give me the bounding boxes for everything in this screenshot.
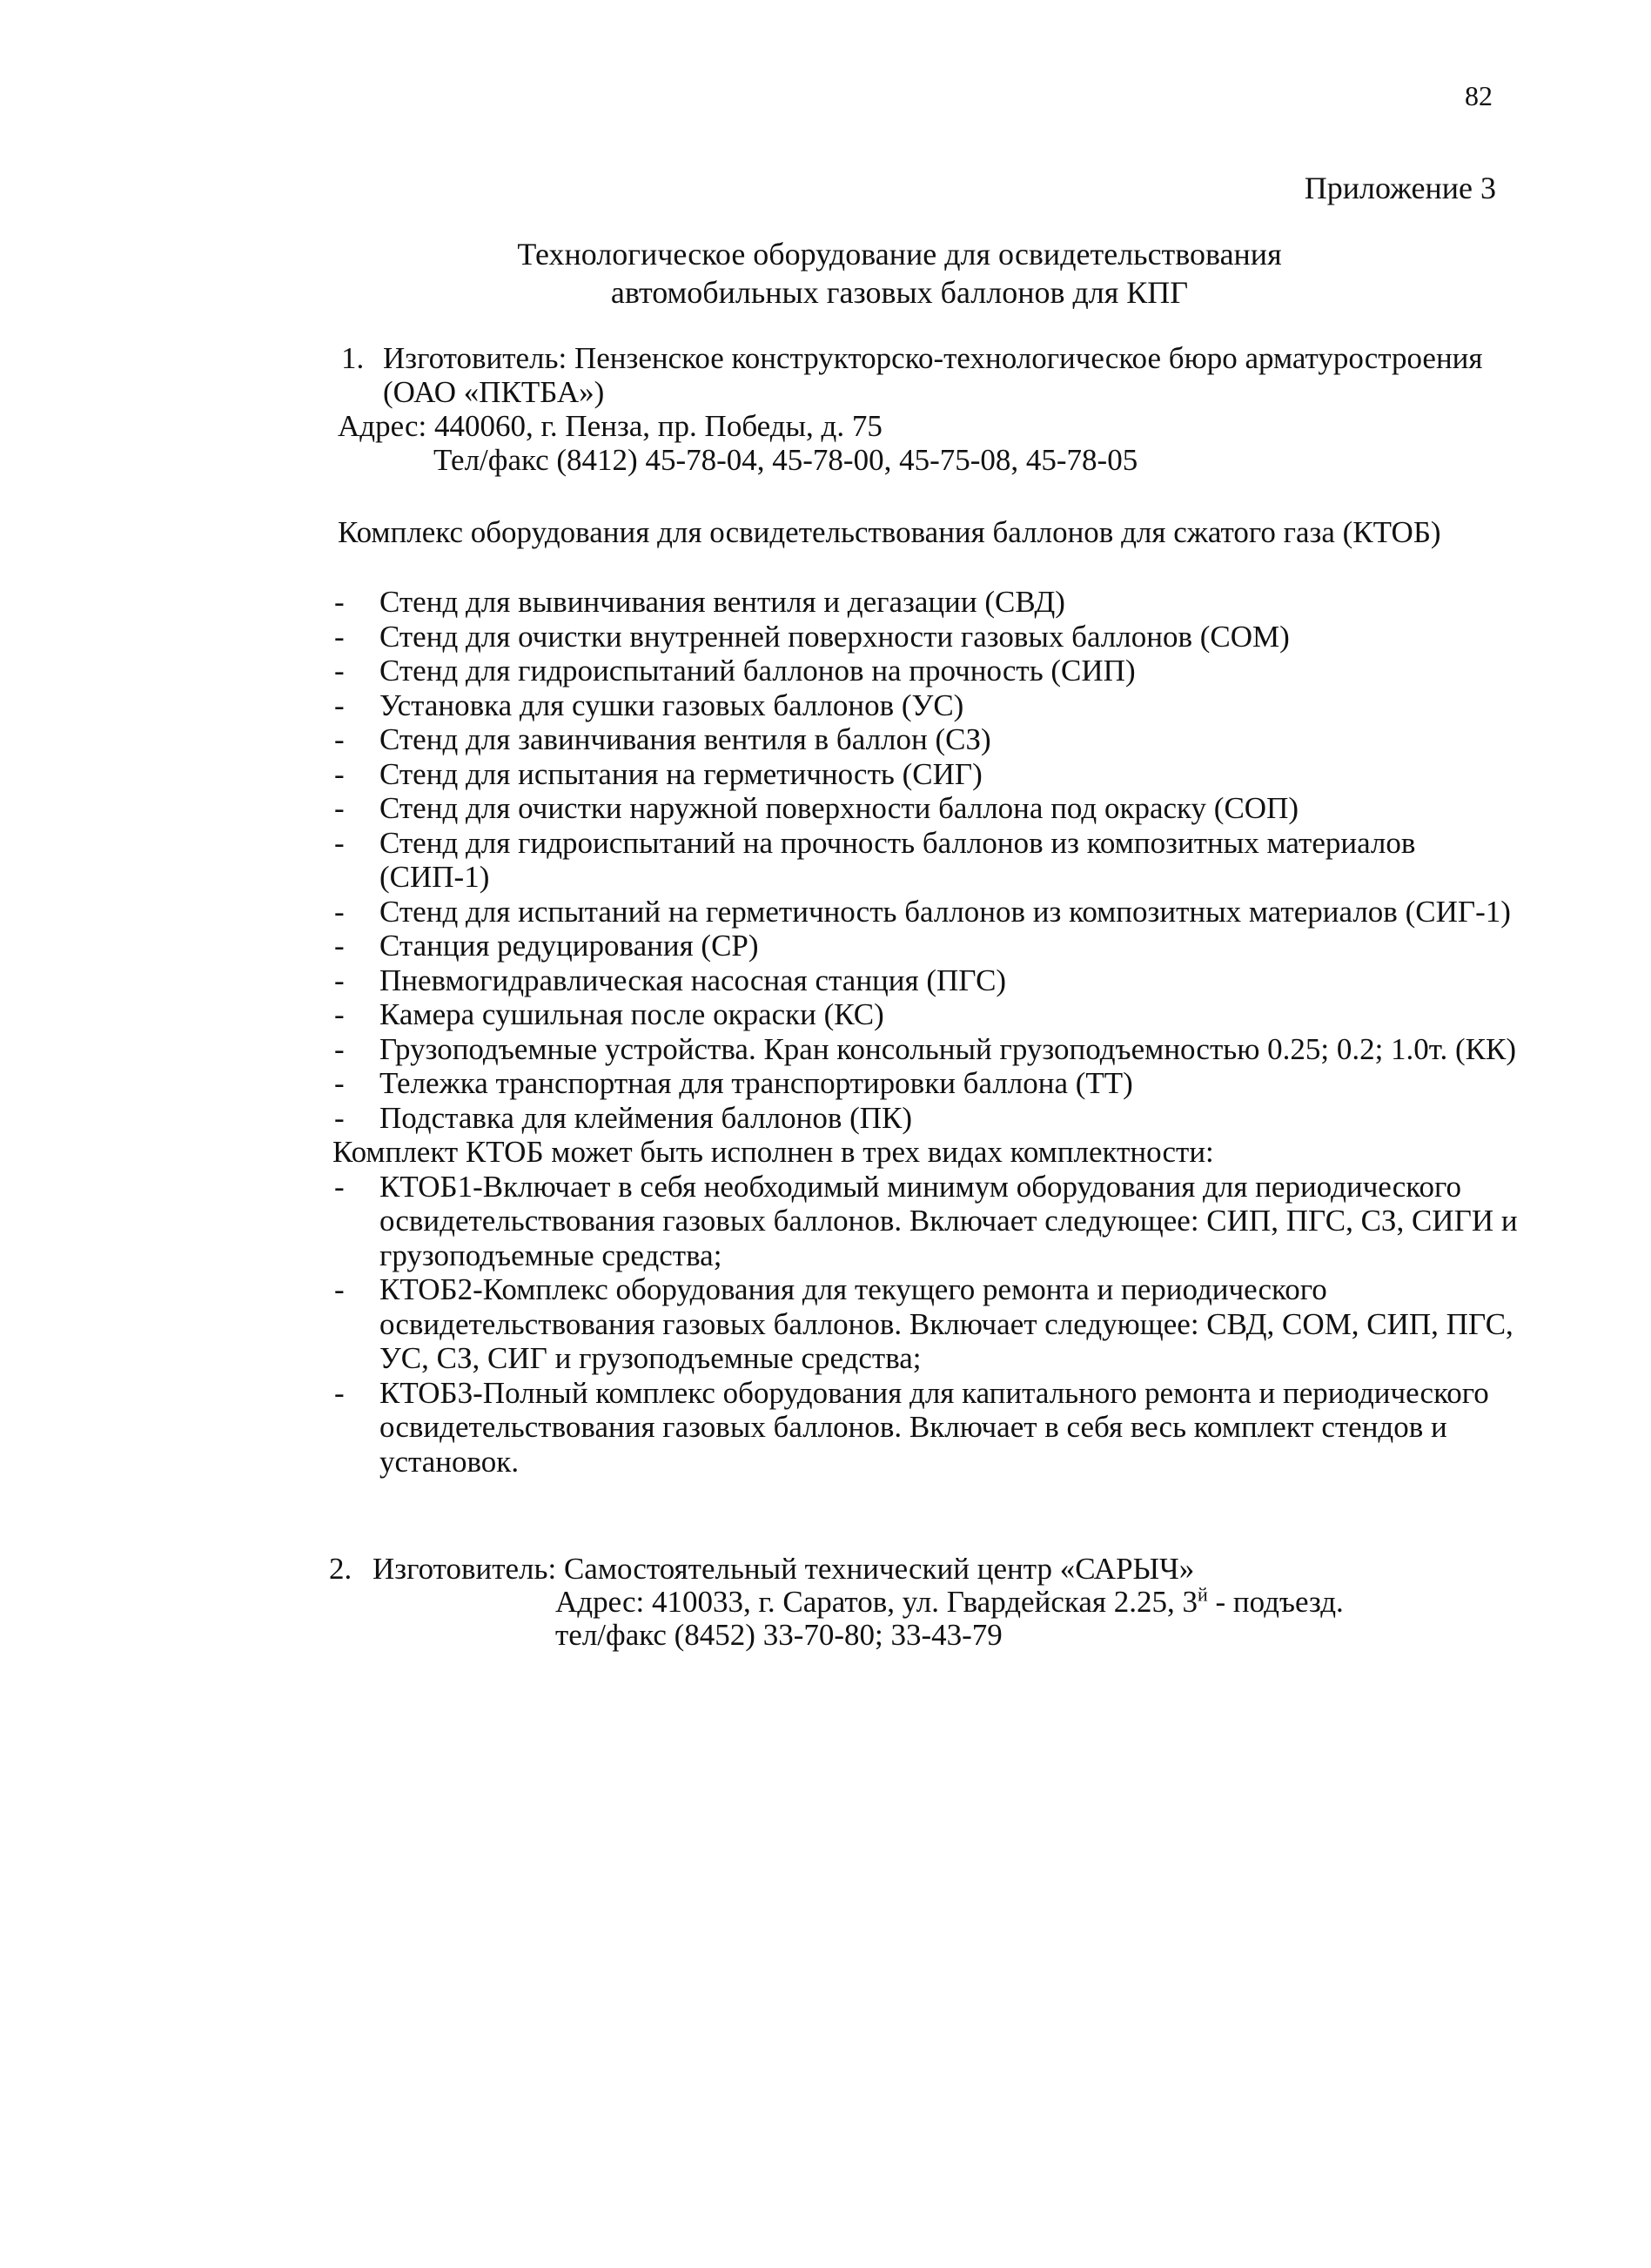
list-item: - Стенд для вывинчивания вентиля и дегазации (СВД)	[334, 585, 1518, 620]
list-item: - Стенд для гидроиспытаний на прочность баллонов из композитных материалов (СИП-1)	[334, 826, 1518, 895]
manufacturer-2-section	[329, 1553, 1547, 1652]
page-number: 82	[1465, 80, 1493, 111]
list-item: - Камера сушильная после окраски (КС)	[334, 997, 1518, 1032]
manufacturer-2-heading	[329, 1553, 1547, 1586]
equipment-list	[334, 585, 1518, 1479]
manufacturer-1-phone: Тел/факс (8412) 45-78-04, 45-78-00, 45-75-08, 45-78-05	[433, 443, 1138, 477]
list-item: - Установка для сушки газовых баллонов (УС)	[334, 688, 1518, 723]
manufacturer-2-address	[329, 1583, 1547, 1619]
list-item: - Стенд для гидроиспытаний баллонов на прочность (СИП)	[334, 654, 1518, 688]
list-item: - Грузоподъемные устройства. Кран консольный грузоподъемностью 0.25; 0.2; 1.0т. (КК)	[334, 1032, 1518, 1067]
list-item: - Тележка транспортная для транспортировки баллона (ТТ)	[334, 1066, 1518, 1101]
title-line-1: Технологическое оборудование для освидетельствования	[517, 237, 1282, 272]
list-item: - Пневмогидравлическая насосная станция (ПГС)	[334, 963, 1518, 998]
section-number: 1.	[341, 341, 365, 375]
list-item: - Стенд для испытания на герметичность (СИГ)	[334, 757, 1518, 792]
list-item: - Стенд для завинчивания вентиля в баллон (СЗ)	[334, 722, 1518, 757]
title-line-2: автомобильных газовых баллонов для КПГ	[610, 275, 1189, 310]
manufacturer-1-name: Изготовитель: Пензенское конструкторско-технологическое бюро арматуростроения	[383, 341, 1483, 375]
list-item: - Стенд для очистки внутренней поверхности газовых баллонов (СОМ)	[334, 620, 1518, 654]
kit-intro: Комплект КТОБ может быть исполнен в трех видах комплектности:	[332, 1135, 1214, 1169]
list-item: - Подставка для клеймения баллонов (ПК)	[334, 1101, 1518, 1136]
kit-item: - КТОБ2-Комплекс оборудования для текущего ремонта и периодического освидетельствования газовых баллонов. Включает следующее: СВД, СОМ, СИП, ПГС, УС, СЗ, СИГ и грузоподъемные средства;	[334, 1272, 1518, 1376]
manufacturer-1-section	[338, 341, 1504, 477]
kit-item: - КТОБ3-Полный комплекс оборудования для капитального ремонта и периодического освидетельствования газовых баллонов. Включает в себя весь комплект стендов и установок.	[334, 1376, 1518, 1480]
document-title	[0, 235, 1651, 312]
manufacturer-1-abbr: (ОАО «ПКТБА»)	[383, 375, 605, 409]
address-tail: - подъезд.	[1207, 1585, 1344, 1619]
address-superscript: й	[1197, 1583, 1208, 1606]
manufacturer-1-heading	[338, 341, 1504, 409]
manufacturer-2-name: Изготовитель: Самостоятельный технический центр «САРЫЧ»	[372, 1552, 1195, 1586]
list-item: - Стенд для испытаний на герметичность баллонов из композитных материалов (СИГ-1)	[334, 895, 1518, 929]
section-number: 2.	[329, 1552, 352, 1586]
manufacturer-1-address: Адрес: 440060, г. Пенза, пр. Победы, д. 75	[338, 409, 883, 443]
complex-title: Комплекс оборудования для освидетельствования баллонов для сжатого газа (КТОБ)	[338, 515, 1441, 549]
appendix-label: Приложение 3	[1304, 171, 1496, 205]
list-item: - Станция редуцирования (СР)	[334, 929, 1518, 963]
address-main: Адрес: 410033, г. Саратов, ул. Гвардейская 2.25, 3	[555, 1585, 1198, 1619]
kit-item: - КТОБ1-Включает в себя необходимый минимум оборудования для периодического освидетельствования газовых баллонов. Включает следующее: СИП, ПГС, СЗ, СИГИ и грузоподъемные средства;	[334, 1170, 1518, 1273]
manufacturer-2-phone: тел/факс (8452) 33-70-80; 33-43-79	[555, 1618, 1003, 1652]
list-item: - Стенд для очистки наружной поверхности баллона под окраску (СОП)	[334, 791, 1518, 826]
